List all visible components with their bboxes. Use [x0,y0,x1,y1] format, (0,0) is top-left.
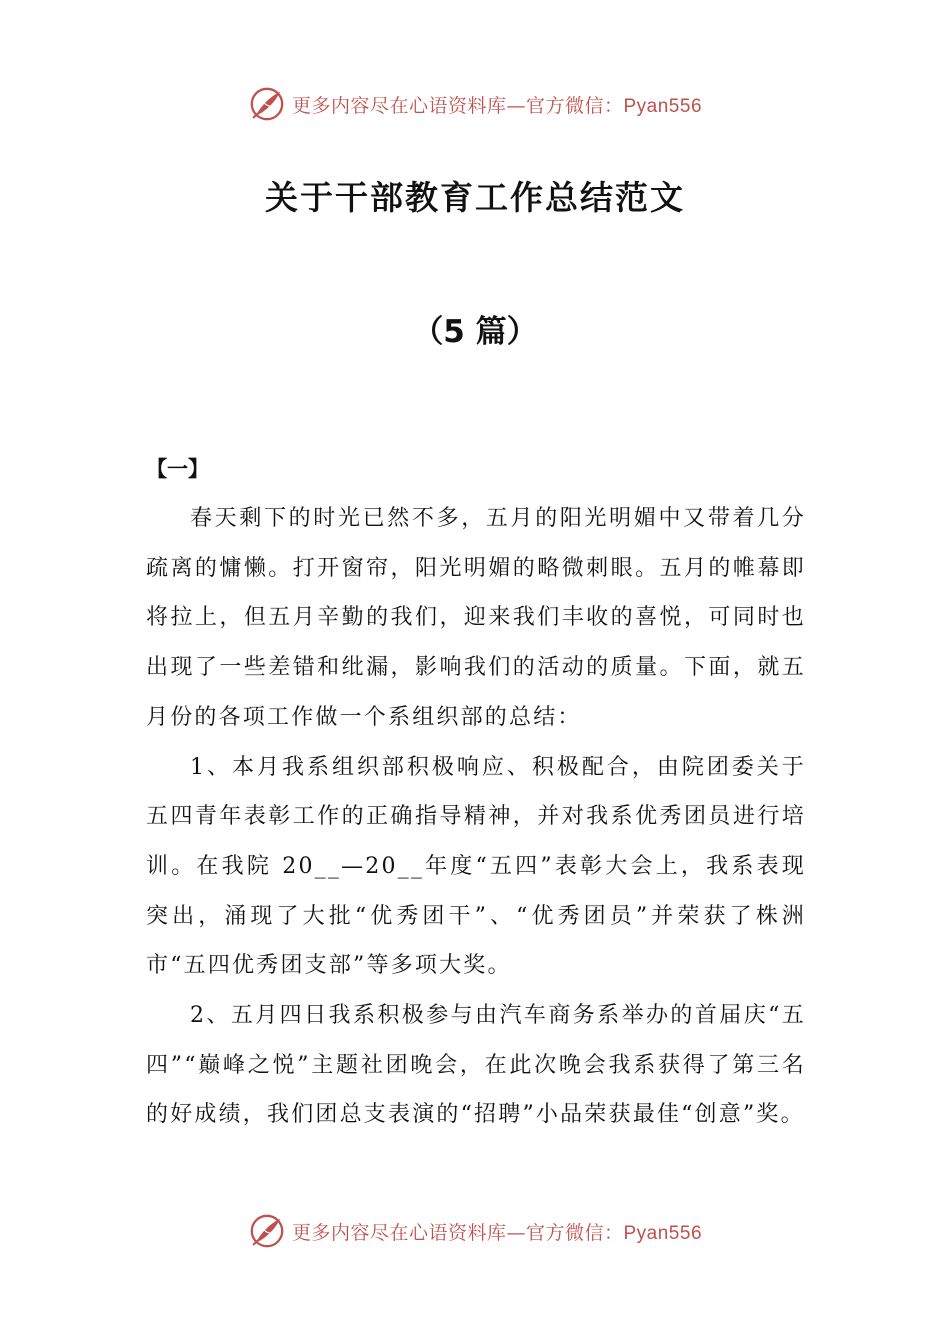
header-watermark-banner [0,82,950,126]
body-paragraph-2: 1、本月我系组织部积极响应、积极配合，由院团委关于五四青年表彰工作的正确指导精神，并对我系优秀团员进行培训。在我院 20__—20__年度“五四”表彰大会上，我系表现突出，涌现了大批“优秀团干”、“优秀团员”并荣获了株洲市“五四优秀团支部”等多项大奖。 [146,754,806,979]
section-label: 【一】 [146,457,209,481]
footer-wechat-id: Pyan556 [623,1222,703,1244]
footer-banner-text: 更多内容尽在心语资料库—官方微信：Pyan556 [291,1221,703,1244]
header-banner-text: 更多内容尽在心语资料库—官方微信：Pyan556 [291,94,703,117]
document-subtitle: （5 篇） [412,314,538,350]
header-wechat-id: Pyan556 [623,95,703,117]
body-paragraph-1: 春天剩下的时光已然不多，五月的阳光明媚中又带着几分疏离的慵懒。打开窗帘，阳光明媚的略微刺眼。五月的帷幕即将拉上，但五月辛勤的我们，迎来我们丰收的喜悦，可同时也出现了一些差错和纰漏，影响我们的活动的质量。下面，就五月份的各项工作做一个系组织部的总结： [146,506,806,730]
footer-watermark-banner [0,1209,950,1253]
quill-logo-icon [248,85,286,123]
document-title: 关于干部教育工作总结范文 [265,178,685,217]
quill-logo-icon [248,1212,286,1250]
body-paragraph-3: 2、五月四日我系积极参与由汽车商务系举办的首届庆“五四”“巅峰之悦”主题社团晚会，在此次晚会我系获得了第三名的好成绩，我们团总支表演的“招聘”小品荣获最佳“创意”奖。 [146,1003,806,1128]
document-body [146,444,806,1140]
